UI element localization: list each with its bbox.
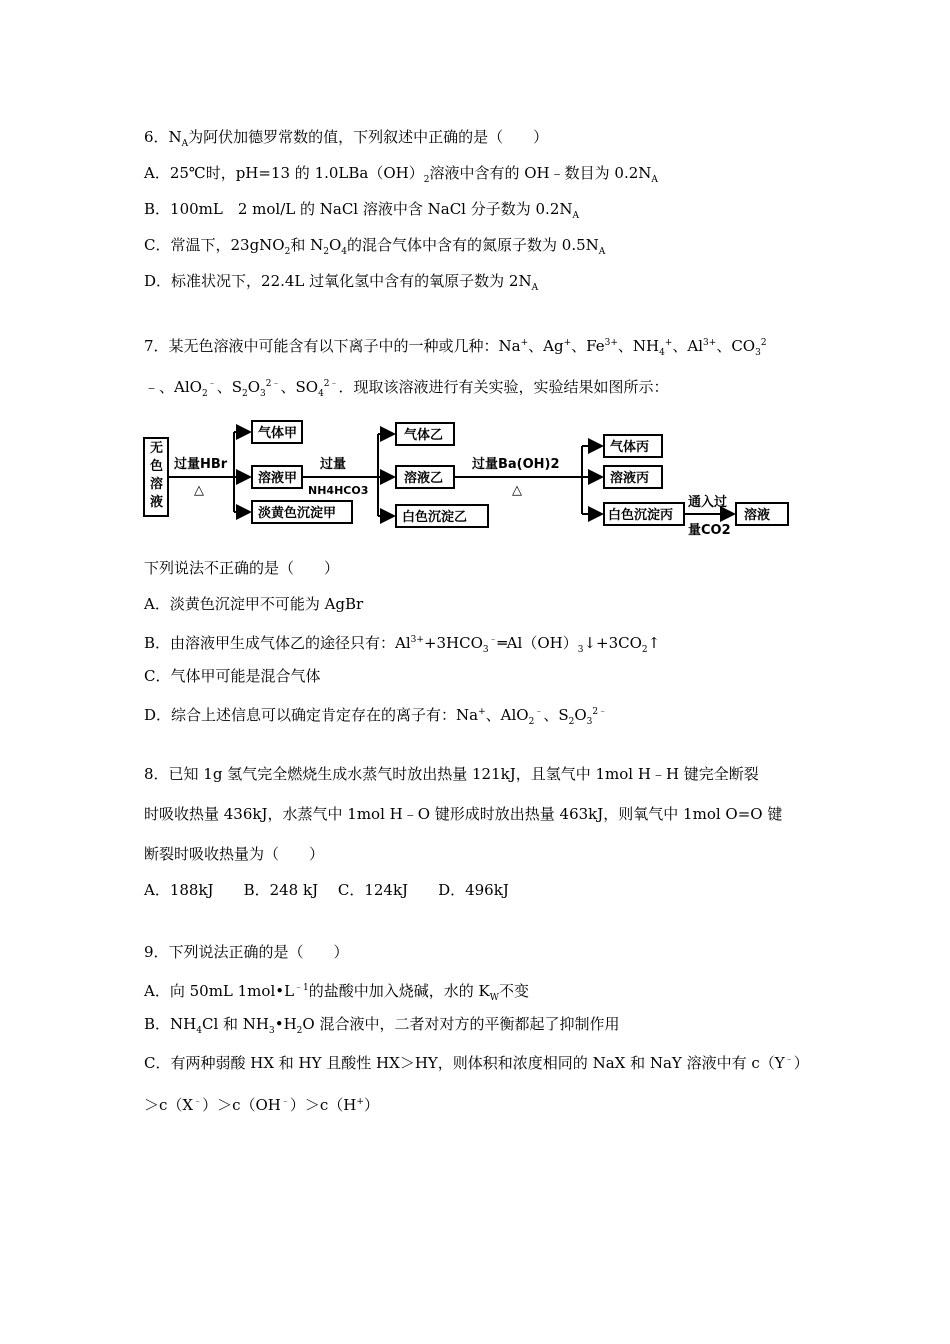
sol-b-label: 溶液乙 — [404, 471, 444, 486]
q6-option-a: A．25℃时，pH=13 的 $1.0LBa(OH)_2$溶液中含有的 OH﹣数目为 $0.2N_A$ — [144, 164, 658, 185]
q7-stem-line2: ﹣、AlO$_2$﹣、$S_2O_3^{2﹣}$、$SO_4^{2﹣}$．现取该溶液进行有关实验，实验结果如图所示： — [144, 378, 669, 399]
reagent1-label: 过量HBr — [174, 457, 228, 472]
q8-line2: 时吸收热量 436kJ，水蒸气中 1mol H﹣O 键形成时放出热量 463kJ，则氧气中 1mol O=O 键 — [144, 805, 783, 823]
gas-c-label: 气体丙 — [610, 440, 650, 455]
start-label-3: 溶 — [150, 477, 164, 492]
start-label-4: 液 — [150, 495, 164, 510]
q6-option-b: B．100mL 2 mol/L 的 NaCl 溶液中含 NaCl 分子数为 $0.2N_A$ — [144, 200, 579, 221]
heat1-label: △ — [194, 483, 204, 498]
q8-line1: 8．已知 1g 氢气完全燃烧生成水蒸气时放出热量 121kJ，且氢气中 1mol H﹣H 键完全断裂 — [144, 765, 759, 783]
reagent3-label: 过量Ba(OH)2 — [472, 457, 560, 472]
reagent4b-label: 量CO2 — [688, 523, 731, 538]
ppt-b-label: 白色沉淀乙 — [402, 510, 468, 525]
ppt-a-label: 淡黄色沉淀甲 — [258, 506, 337, 521]
q9-option-c-line2: ＞c（X﹣）＞c（OH﹣）＞c（H+） — [144, 1096, 379, 1114]
q7-question: 下列说法不正确的是（ ） — [144, 559, 340, 577]
gas-b-label: 气体乙 — [404, 428, 444, 443]
q7-option-a: A．淡黄色沉淀甲不可能为 AgBr — [144, 595, 364, 613]
gas-a-label: 气体甲 — [258, 426, 298, 441]
q7-stem-line1: 7．某无色溶液中可能含有以下离子中的一种或几种：Na+、Ag+、$Fe^{3+}$、$NH_4^+$、$Al^{3+}$、$CO_3^2$ — [144, 337, 767, 358]
q9-option-a: A．向 50mL $1mol•L^{﹣1}$的盐酸中加入烧碱，水的 $K_W$不变 — [144, 982, 530, 1003]
reagent4a-label: 通入过 — [688, 495, 728, 510]
q6-option-c: C．常温下，23gNO$_2$和 $N_2O_4$的混合气体中含有的氮原子数为 $0.5N_A$ — [144, 236, 606, 257]
q6-option-d: D．标准状况下，22.4L 过氧化氢中含有的氧原子数为 $2N_A$ — [144, 272, 539, 293]
final-label: 溶液 — [744, 508, 771, 523]
sol-a-label: 溶液甲 — [258, 471, 298, 486]
ppt-c-label: 白色沉淀丙 — [608, 508, 674, 523]
start-label-1: 无 — [150, 441, 164, 456]
reagent2-label: 过量 — [320, 457, 347, 472]
q6-stem: 6．$N_A$为阿伏加德罗常数的值，下列叙述中正确的是（ ） — [144, 128, 549, 149]
reagent2b-label: NH4HCO3 — [308, 484, 369, 497]
q9-stem: 9．下列说法正确的是（ ） — [144, 943, 349, 961]
q7-option-d: D．综合上述信息可以确定肯定存在的离子有：Na+、AlO$_2$﹣、$S_2O_3^{2﹣}$ — [144, 706, 608, 727]
q9-option-c-line1: C．有两种弱酸 HX 和 HY 且酸性 HX＞HY，则体积和浓度相同的 NaX 和 NaY 溶液中有 c（Y﹣） — [144, 1054, 809, 1072]
start-label-2: 色 — [150, 459, 164, 474]
q7-option-b: B．由溶液甲生成气体乙的途径只有：$Al^{3+}+3HCO_3^﹣═Al(OH)_3↓+3CO_2↑$ — [144, 634, 661, 655]
q8-line3: 断裂时吸收热量为（ ） — [144, 845, 325, 863]
sol-c-label: 溶液丙 — [610, 471, 650, 486]
heat3-label: △ — [512, 483, 522, 498]
q8-options: A．188kJ B．248 kJ C．124kJ D．496kJ — [144, 881, 509, 899]
experiment-flowchart — [142, 418, 802, 540]
q7-option-c: C．气体甲可能是混合气体 — [144, 667, 321, 685]
q9-option-b: B．$NH_4Cl$ 和 $NH_3•H_2O$ 混合液中，二者对对方的平衡都起了抑制作用 — [144, 1015, 620, 1036]
